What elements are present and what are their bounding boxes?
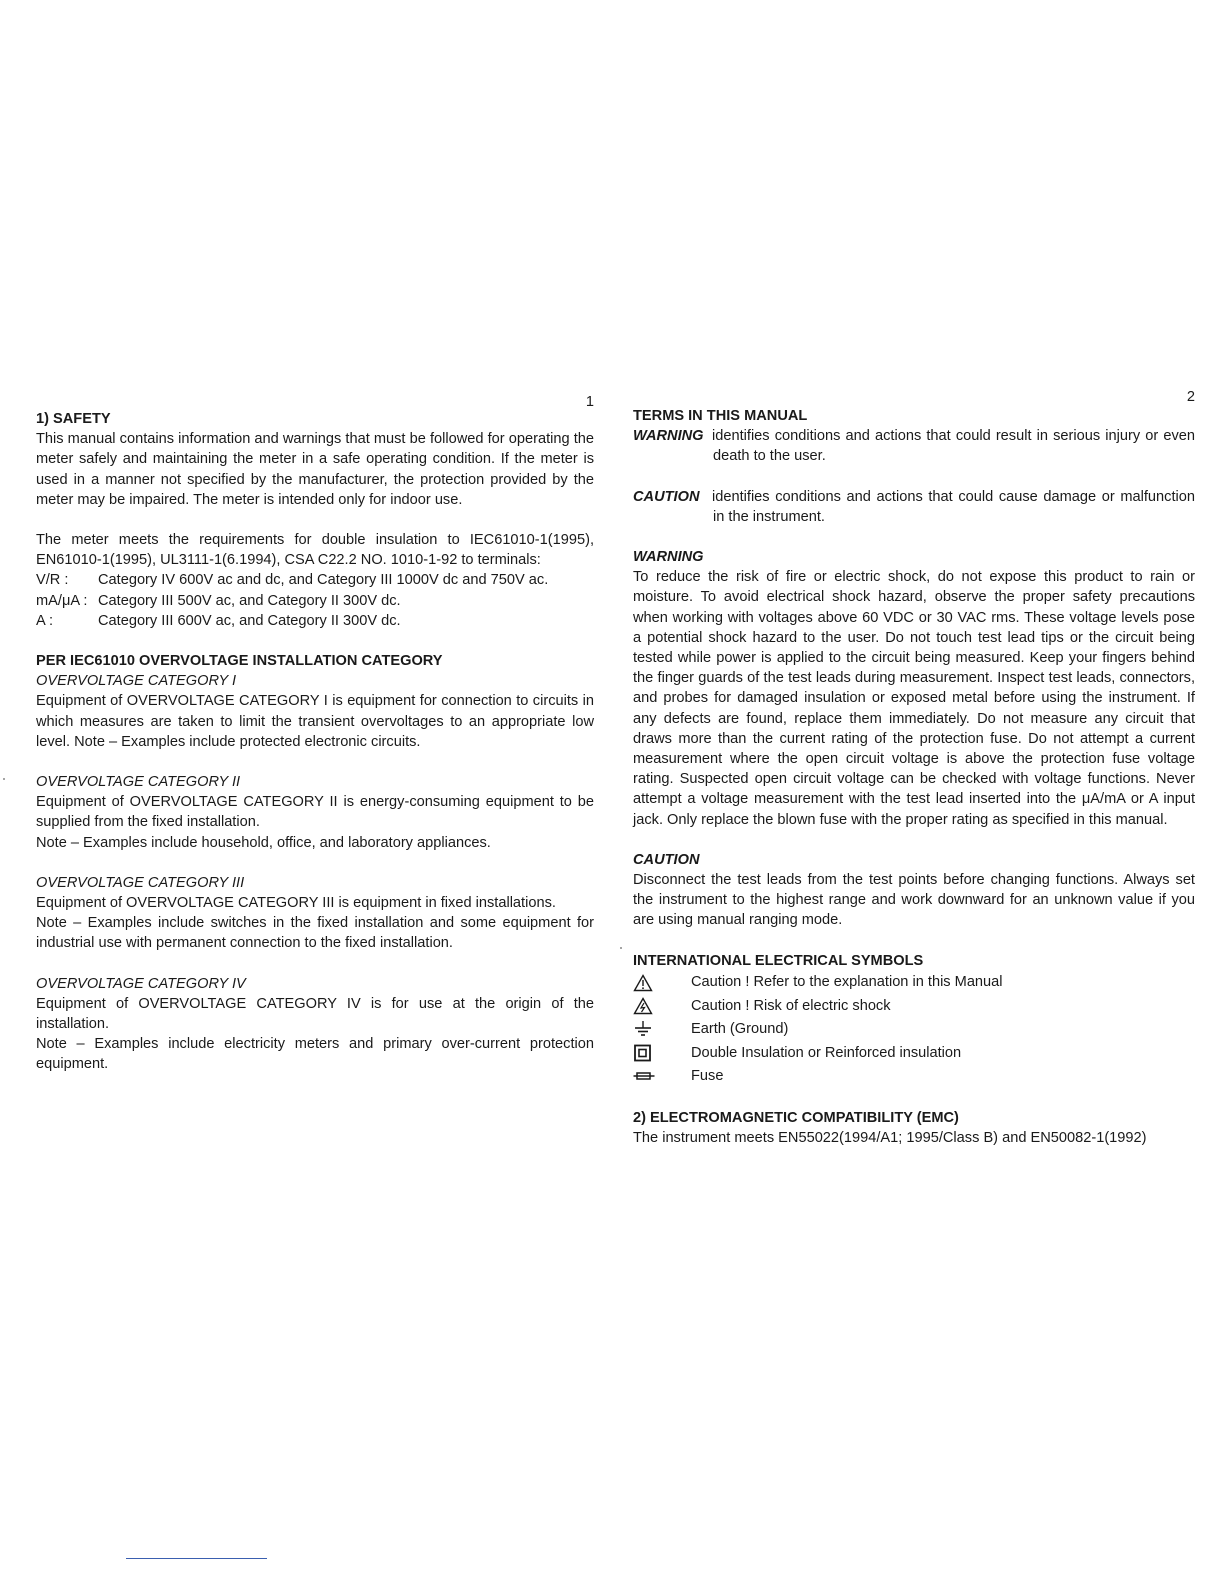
symbol-text: Double Insulation or Reinforced insulation [691, 1044, 962, 1061]
term-item [633, 487, 1195, 527]
term-label: CAUTION [633, 488, 700, 505]
fuse-icon [633, 1067, 691, 1085]
scan-speck [620, 947, 622, 949]
terminal-row [36, 570, 594, 590]
safety-heading: 1) SAFETY [36, 411, 111, 427]
terminal-label: A : [36, 612, 54, 629]
term-item [633, 426, 1195, 466]
category-note: Note – Examples include switches in the fixed installation and some equipment for industrial use with permanent connection to the fixed installation. [36, 915, 594, 952]
category-text: Equipment of OVERVOLTAGE CATEGORY I is equipment for connection to circuits in which measures are taken to limit the transient overvoltages to an appropriate low level. Note – Examples include protected electronic circuits. [36, 693, 594, 750]
shock-triangle-icon [633, 997, 691, 1015]
symbol-text: Fuse [691, 1068, 724, 1085]
caution-heading: CAUTION [633, 851, 700, 868]
term-text: identifies conditions and actions that could cause damage or malfunction in the instrument. [712, 488, 1195, 525]
requirements-text: The meter meets the requirements for double insulation to IEC61010-1(1995), EN61010-1(1995), UL3111-1(6.1994), CSA C22.2 NO. 1010-1-92 to terminals: [36, 532, 594, 569]
term-label: WARNING [633, 428, 704, 445]
category-text: Equipment of OVERVOLTAGE CATEGORY IV is for use at the origin of the installation. [36, 995, 594, 1033]
terminal-text: Category IV 600V ac and dc, and Category III 1000V dc and 750V ac. [98, 572, 549, 589]
caution-triangle-icon [633, 974, 691, 992]
symbol-item [633, 994, 1195, 1017]
category-note: Note – Examples include electricity meters and primary over-current protection equipment. [36, 1036, 594, 1073]
scan-speck [3, 778, 5, 780]
symbol-item [633, 1018, 1195, 1041]
category-title: OVERVOLTAGE CATEGORY II [36, 774, 241, 791]
caution-text: Disconnect the test leads from the test points before changing functions. Always set the instrument to the highest range and work downward for an unknown value if you are using manual ranging mode. [633, 872, 1195, 929]
emc-text: The instrument meets EN55022(1994/A1; 1995/Class B) and EN50082-1(1992) [633, 1130, 1147, 1147]
emc-heading: 2) ELECTROMAGNETIC COMPATIBILITY (EMC) [633, 1109, 959, 1126]
symbols-heading: INTERNATIONAL ELECTRICAL SYMBOLS [633, 952, 924, 969]
terminal-row [36, 611, 594, 631]
symbol-item [633, 971, 1195, 994]
double-insulation-icon [633, 1044, 691, 1062]
category-title: OVERVOLTAGE CATEGORY IV [36, 975, 246, 992]
warning-text: To reduce the risk of fire or electric shock, do not expose this product to rain or moisture. To avoid electrical shock hazard, observe the proper safety precautions when working with voltages above 60 VDC or 30 VAC rms. These voltage levels pose a potential shock hazard to the user. Do not touch test lead tips or the circuit being tested while power is applied to the circuit being measured. Keep your fingers behind the finger guards of the test leads during measurement. Inspect test leads, connectors, and probes for damaged insulation or exposed metal before using the instrument. If any defects are found, replace them immediately. Do not measure any circuit that draws more than the current rating of the protection fuse. Do not attempt a current measurement where the open circuit voltage is above the protection fuse voltage rating. Suspected open circuit voltage can be checked with voltage functions. Never attempt a voltage measurement with the test lead inserted into the μA/mA or A input jack. Only replace the blown fuse with the proper rating as specified in this manual. [633, 569, 1195, 828]
page-number: 1 [585, 394, 594, 410]
terminal-row [36, 591, 594, 611]
category-note: Note – Examples include household, office, and laboratory appliances. [36, 834, 491, 851]
terms-heading: TERMS IN THIS MANUAL [633, 408, 808, 424]
symbol-text: Caution ! Refer to the explanation in this Manual [691, 974, 1003, 991]
safety-intro: This manual contains information and warnings that must be followed for operating the meter safely and maintaining the meter in a safe operating condition. If the meter is used in a manner not specified by the manufacturer, the protection provided by the meter may be impaired. The meter is intended only for indoor use. [36, 431, 594, 508]
overvoltage-heading: PER IEC61010 OVERVOLTAGE INSTALLATION CATEGORY [36, 653, 443, 670]
category-text: Equipment of OVERVOLTAGE CATEGORY III is equipment in fixed installations. [36, 895, 556, 912]
right-page [633, 387, 1195, 1148]
term-text: identifies conditions and actions that could result in serious injury or even death to the user. [712, 428, 1195, 465]
symbol-item [633, 1041, 1195, 1064]
terminal-label: mA/μA : [36, 592, 88, 609]
category-title: OVERVOLTAGE CATEGORY III [36, 874, 245, 891]
category-text: Equipment of OVERVOLTAGE CATEGORY II is energy-consuming equipment to be supplied from the fixed installation. [36, 794, 594, 831]
symbol-text: Earth (Ground) [691, 1021, 789, 1038]
terminal-text: Category III 600V ac, and Category II 300V dc. [98, 612, 401, 629]
terminal-label: V/R : [36, 572, 69, 589]
left-page [36, 392, 594, 1075]
footer-rule [126, 1558, 267, 1559]
warning-heading: WARNING [633, 549, 704, 566]
terminal-text: Category III 500V ac, and Category II 300V dc. [98, 592, 401, 609]
earth-ground-icon [633, 1020, 691, 1038]
symbol-text: Caution ! Risk of electric shock [691, 997, 891, 1014]
page-number: 2 [1186, 389, 1195, 405]
category-title: OVERVOLTAGE CATEGORY I [36, 673, 237, 690]
symbol-item [633, 1064, 1195, 1087]
